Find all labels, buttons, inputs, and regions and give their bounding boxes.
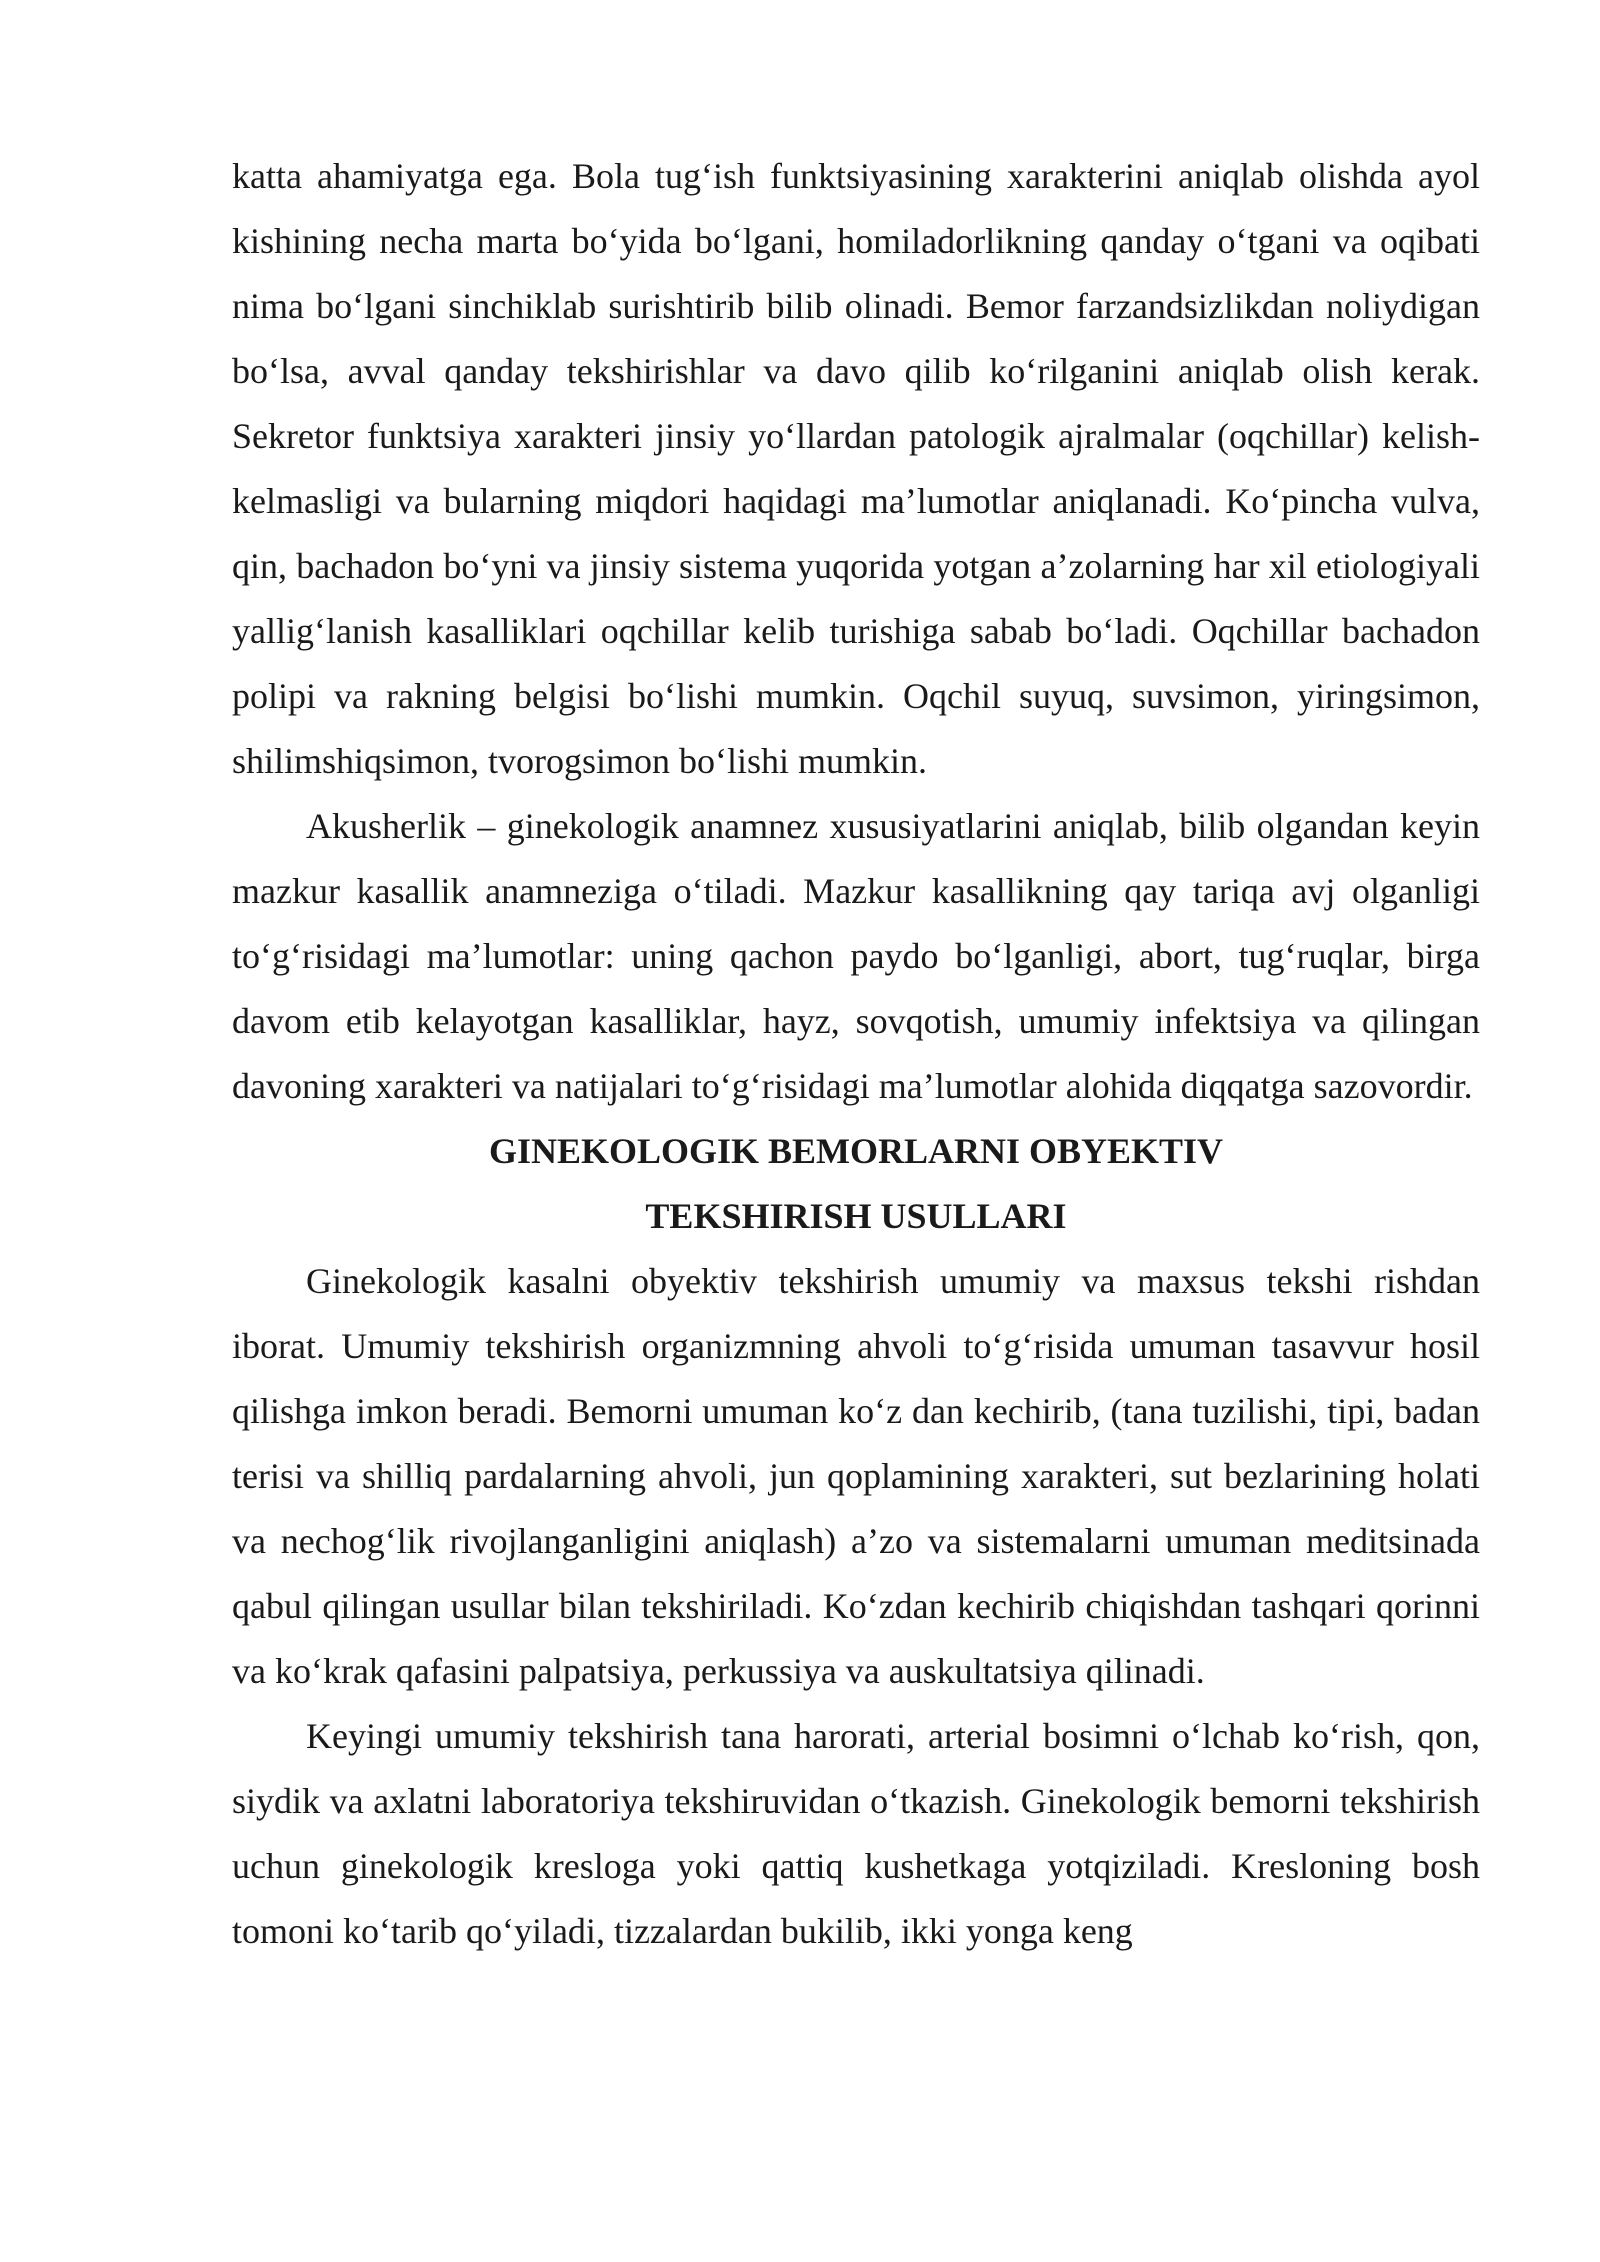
- paragraph-objective-exam: Ginekologik kasalni obyektiv tekshirish umumiy va maxsus tekshi rishdan iborat. Umumiy tekshirish organizmning ahvoli to‘g‘risida umuman tasavvur hosil qilishga imkon beradi. Bemorni umuman ko‘z dan kechirib, (tana tuzilishi, tipi, badan terisi va shilliq pardalarning ahvoli, jun qoplamining xarakteri, sut bezlarining holati va nechog‘lik rivojlanganligini aniqlash) a’zo va sistemalarni umuman meditsinada qabul qilingan usullar bilan tekshiriladi. Ko‘zdan kechirib chiqishdan tashqari qorinni va ko‘krak qafasini palpatsiya, perkussiya va auskultatsiya qilinadi.: [232, 1261, 1480, 1691]
- section-heading-line-1: GINEKOLOGIK BEMORLARNI OBYEKTIV: [488, 1131, 1224, 1171]
- paragraph-anamnesis: Akusherlik – ginekologik anamnez xususiyatlarini aniqlab, bilib olgandan keyin mazkur kasallik anamneziga o‘tiladi. Mazkur kasallikning qay tariqa avj olganligi to‘g‘risidagi ma’lumotlar: uning qachon paydo bo‘lganligi, abort, tug‘ruqlar, birga davom etib kelayotgan kasalliklar, hayz, sovqotish, umumiy infektsiya va qilingan davoning xarakteri va natijalari to‘g‘risidagi ma’lumotlar alohida diqqatga sazovordir.: [232, 806, 1480, 1106]
- section-heading-line-2: TEKSHIRISH USULLARI: [645, 1196, 1067, 1236]
- paragraph-continuation: katta ahamiyatga ega. Bola tug‘ish funktsiyasining xarakterini aniqlab olishda ayol kishining necha marta bo‘yida bo‘lgani, homiladorlikning qanday o‘tgani va oqibati nima bo‘lgani sinchiklab surishtirib bilib olinadi. Bemor farzandsizlikdan noliydigan bo‘lsa, avval qanday tekshirishlar va davo qilib ko‘rilganini aniqlab olish kerak. Sekretor funktsiya xarakteri jinsiy yo‘llardan patologik ajralmalar (oqchillar) kelish-kelmasligi va bularning miqdori haqidagi ma’lumotlar aniqlanadi. Ko‘pincha vulva, qin, bachadon bo‘yni va jinsiy sistema yuqorida yotgan a’zolarning har xil etiologiyali yallig‘lanish kasalliklari oqchillar kelib turishiga sabab bo‘ladi. Oqchillar bachadon polipi va rakning belgisi bo‘lishi mumkin. Oqchil suyuq, suvsimon, yiringsimon, shilimshiqsimon, tvorogsimon bo‘lishi mumkin.: [232, 156, 1480, 781]
- paragraph-general-exam: Keyingi umumiy tekshirish tana harorati, arterial bosimni o‘lchab ko‘rish, qon, siydik va axlatni laboratoriya tekshiruvidan o‘tkazish. Ginekologik bemorni tekshirish uchun ginekologik kresloga yoki qattiq kushetkaga yotqiziladi. Kresloning bosh tomoni ko‘tarib qo‘yiladi, tizzalardan bukilib, ikki yonga keng: [232, 1716, 1480, 1951]
- document-page: [232, 144, 1480, 1964]
